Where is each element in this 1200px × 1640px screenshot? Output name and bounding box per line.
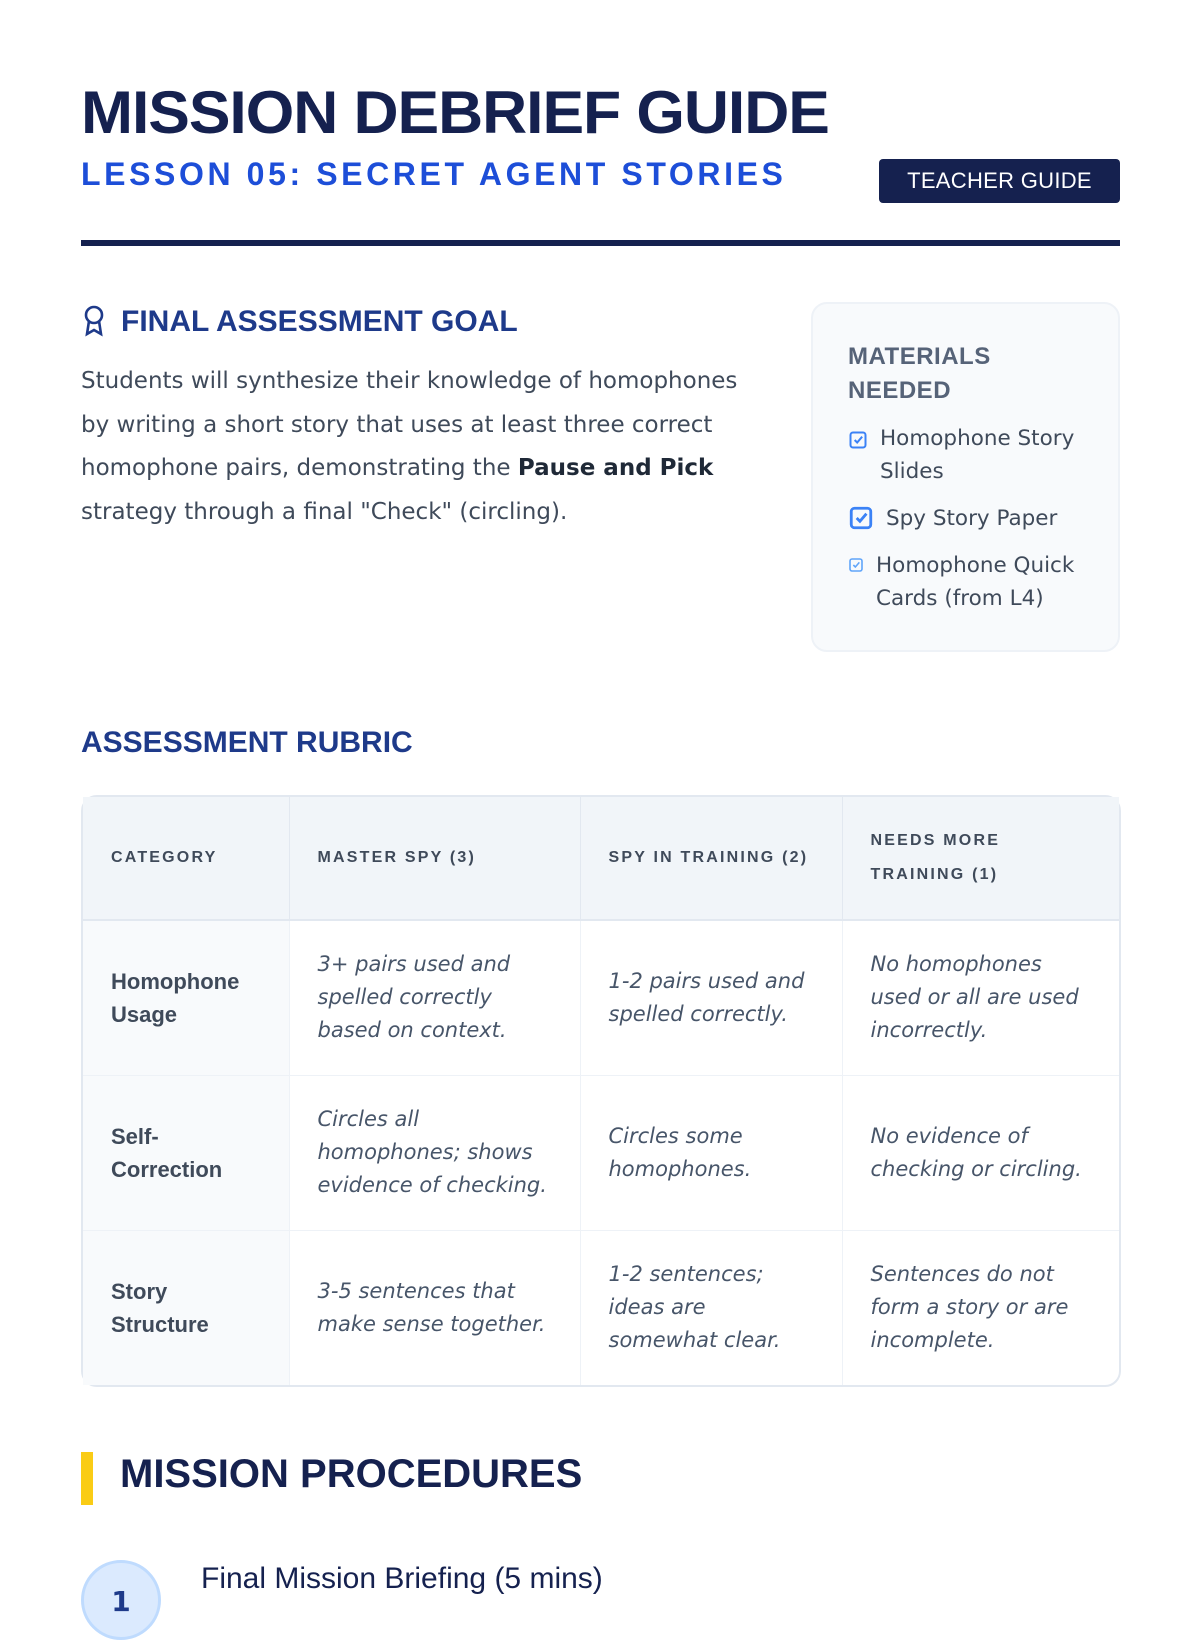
column-header: SPY IN TRAINING (2) (580, 797, 842, 920)
award-ribbon-icon (81, 304, 107, 340)
column-header: CATEGORY (83, 797, 289, 920)
page-title: MISSION DEBRIEF GUIDE (81, 79, 829, 146)
header-divider (81, 240, 1120, 246)
material-label: Spy Story Paper (886, 506, 1058, 531)
rubric-heading: ASSESSMENT RUBRIC (81, 726, 413, 759)
material-item (848, 549, 1118, 615)
table-row (83, 1075, 1119, 1230)
step-number-badge: 1 (81, 1560, 161, 1640)
rubric-table (81, 795, 1121, 1387)
rubric-cell: No evidence of checking or circling. (842, 1075, 1119, 1230)
checkbox-icon (848, 430, 868, 450)
table-row (83, 1230, 1119, 1385)
procedures-heading: MISSION PROCEDURES (120, 1452, 583, 1496)
category-cell: Story Structure (83, 1230, 289, 1385)
rubric-cell: Sentences do not form a story or are incomplete. (870, 1262, 1069, 1353)
rubric-cell: 1-2 pairs used and spelled correctly. (580, 920, 842, 1075)
rubric-cell: 3+ pairs used and spelled correctly based on context. (289, 920, 580, 1075)
material-item (848, 422, 1118, 488)
lesson-subtitle: LESSON 05: SECRET AGENT STORIES (81, 156, 787, 192)
column-header: NEEDS MORE TRAINING (1) (842, 797, 1119, 920)
rubric-cell: Circles some homophones. (580, 1075, 842, 1230)
category-cell: Self-Correction (83, 1075, 289, 1230)
rubric-cell: 3-5 sentences that make sense together. (289, 1230, 580, 1385)
section-accent-bar (81, 1452, 93, 1505)
material-label: Homophone Story Slides (880, 426, 1075, 484)
goal-text-end: strategy through a final "Check" (circling). (81, 498, 568, 525)
goal-heading-text: FINAL ASSESSMENT GOAL (121, 305, 518, 338)
materials-card (811, 302, 1120, 652)
rubric-cell: Circles all homophones; shows evidence of checking. (289, 1075, 580, 1230)
goal-description (81, 360, 761, 534)
table-row (83, 920, 1119, 1075)
step-title: Final Mission Briefing (5 mins) (201, 1562, 603, 1595)
checkbox-icon (848, 505, 874, 531)
material-item (848, 502, 1118, 535)
goal-text: Students will synthesize their knowledge of homophones by writing a short story that uses at least three correct homophone pairs, demonstrating the (81, 368, 738, 481)
rubric-cell: 1-2 sentences; ideas are somewhat clear. (580, 1230, 842, 1385)
teacher-guide-badge: TEACHER GUIDE (879, 159, 1120, 203)
checkbox-icon (848, 557, 864, 573)
column-header: MASTER SPY (3) (289, 797, 580, 920)
goal-heading (81, 304, 518, 340)
goal-strategy: Pause and Pick (517, 455, 714, 481)
material-label: Homophone Quick Cards (from L4) (876, 553, 1075, 611)
rubric-cell: No homophones used or all are used incorrectly. (842, 920, 1119, 1075)
category-cell: Homophone Usage (83, 920, 289, 1075)
materials-heading: MATERIALS NEEDED (848, 343, 991, 404)
